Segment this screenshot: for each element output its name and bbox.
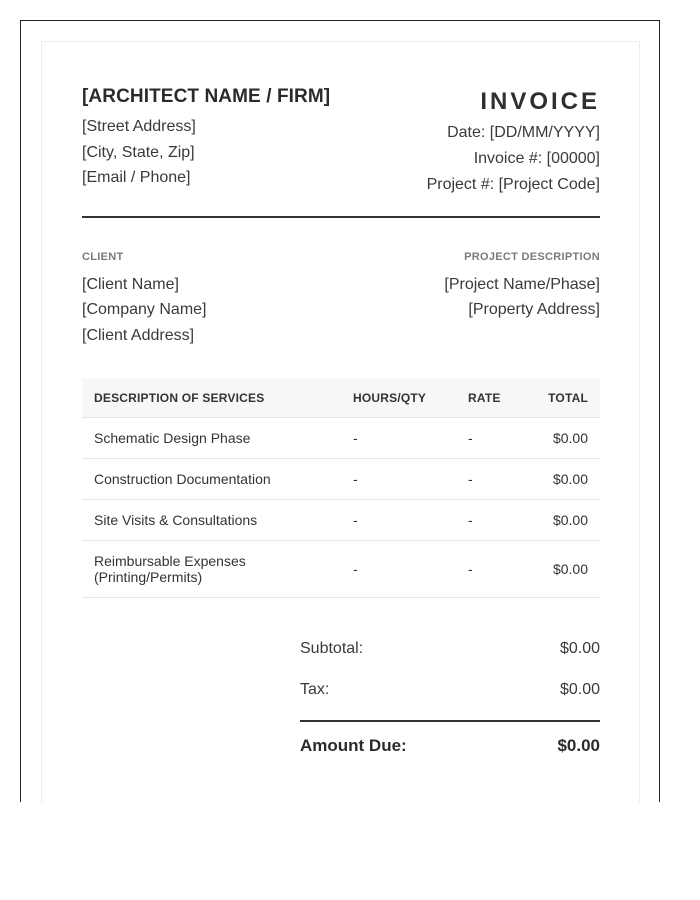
service-description-line1: Reimbursable Expenses — [94, 553, 246, 569]
project-number: Project #: [Project Code] — [426, 176, 600, 193]
client-address: [Client Address] — [82, 327, 195, 344]
service-qty: - — [341, 418, 456, 459]
invoice-header — [82, 86, 600, 206]
service-description: Schematic Design Phase — [82, 418, 341, 459]
header-hours-qty: HOURS/QTY — [341, 378, 456, 418]
invoice-title: INVOICE — [480, 88, 600, 115]
totals-divider — [300, 720, 600, 722]
amount-due-value: $0.00 — [557, 736, 600, 755]
project-name: [Project Name/Phase] — [444, 276, 600, 293]
service-qty: - — [341, 541, 456, 598]
amount-due-label: Amount Due: — [300, 736, 407, 755]
service-rate: - — [456, 500, 536, 541]
header-rate: RATE — [456, 378, 536, 418]
subtotal-label: Subtotal: — [300, 640, 364, 657]
firm-name: [ARCHITECT NAME / FIRM] — [82, 86, 331, 107]
header-total: TOTAL — [536, 378, 600, 418]
project-label: PROJECT DESCRIPTION — [464, 251, 600, 263]
client-company: [Company Name] — [82, 301, 207, 318]
client-name: [Client Name] — [82, 276, 179, 293]
table-header-row — [82, 378, 600, 418]
firm-contact: [Email / Phone] — [82, 169, 191, 186]
service-description: Site Visits & Consultations — [82, 500, 341, 541]
service-rate: - — [456, 418, 536, 459]
table-row — [82, 459, 600, 500]
service-description — [82, 541, 341, 598]
table-row — [82, 418, 600, 459]
service-rate: - — [456, 459, 536, 500]
services-table — [82, 378, 600, 598]
invoice-date: Date: [DD/MM/YYYY] — [447, 124, 600, 141]
table-row — [82, 541, 600, 598]
service-total: $0.00 — [536, 541, 600, 598]
firm-city: [City, State, Zip] — [82, 144, 195, 161]
invoice-number: Invoice #: [00000] — [473, 150, 600, 167]
header-description: DESCRIPTION OF SERVICES — [82, 378, 341, 418]
service-total: $0.00 — [536, 500, 600, 541]
project-address: [Property Address] — [468, 301, 600, 318]
tax-value: $0.00 — [559, 681, 600, 698]
service-rate: - — [456, 541, 536, 598]
service-total: $0.00 — [536, 459, 600, 500]
service-total: $0.00 — [536, 418, 600, 459]
client-label: CLIENT — [82, 251, 124, 263]
service-description-line2: (Printing/Permits) — [94, 569, 203, 585]
service-qty: - — [341, 500, 456, 541]
header-divider — [82, 216, 600, 218]
service-qty: - — [341, 459, 456, 500]
subtotal-value: $0.00 — [559, 640, 600, 657]
tax-label: Tax: — [300, 681, 330, 698]
service-description: Construction Documentation — [82, 459, 341, 500]
table-row — [82, 500, 600, 541]
firm-street: [Street Address] — [82, 118, 196, 135]
